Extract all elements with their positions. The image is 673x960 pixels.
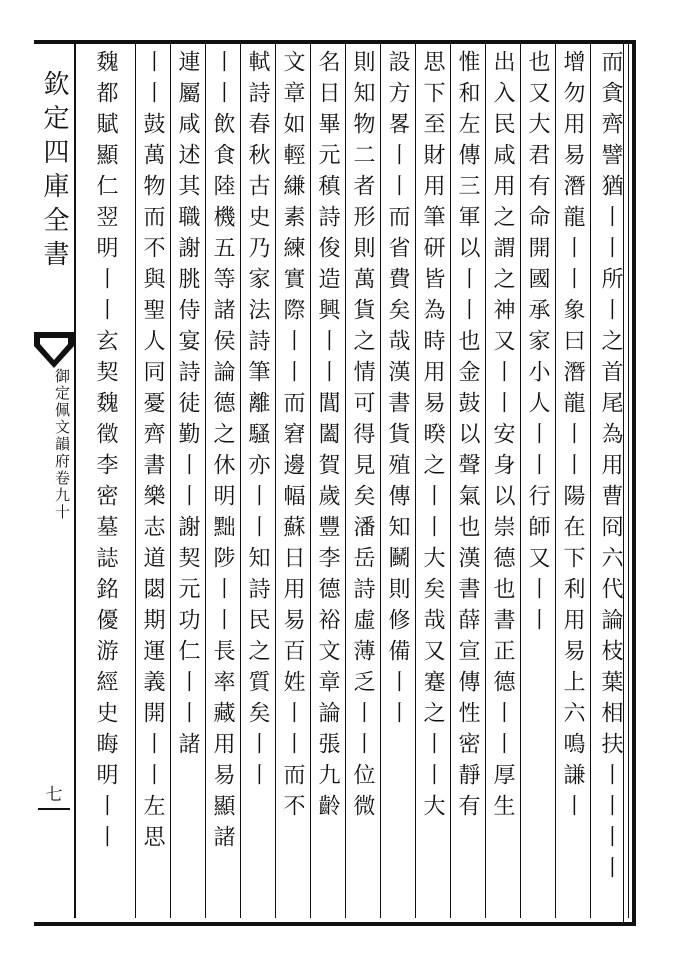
column-text: 而貪齊譬猶丨丨所丨之首尾為用曹冏六代論枝葉相扶丨丨丨丨 xyxy=(598,50,623,887)
column-text: 增勿用易潛龍丨丨象曰潛龍丨丨陽在下利用易上六鳴謙丨 xyxy=(560,50,585,825)
column-text: 軾詩春秋古史乃家法詩筆離騷亦丨丨知詩民之質矣丨丨 xyxy=(245,50,270,794)
column-text: 文章如輕縑素練實際丨丨而窘邊幅蘇日用易百姓丨丨而不 xyxy=(280,50,305,825)
column-text: 出入民咸用之謂之神又丨丨安身以崇德也書正德丨丨厚生 xyxy=(490,50,515,825)
fishtail-mark-icon xyxy=(34,332,74,368)
book-title: 欽定四庫全書 xyxy=(39,70,69,274)
text-column xyxy=(415,44,451,918)
text-column xyxy=(275,44,311,918)
text-column xyxy=(345,44,381,918)
column-text: 丨丨飲食陸機五等諸侯論德之休明黜陟丨丨長率藏用易顯諸 xyxy=(210,50,235,856)
text-column xyxy=(520,44,556,918)
text-column xyxy=(310,44,346,918)
book-subtitle: 御定佩文韻府卷九十 xyxy=(53,368,71,521)
text-column xyxy=(76,44,136,918)
column-text: 連屬咸述其職謝朓侍宴詩徒勤丨丨謝契元功仁丨丨諸 xyxy=(175,50,200,763)
column-text: 也又大君有命開國承家小人丨丨行師又丨丨 xyxy=(525,50,550,639)
text-column xyxy=(240,44,276,918)
text-column xyxy=(380,44,416,918)
folio-rule xyxy=(38,808,70,810)
column-text: 則知物二者形則萬貨之情可得見矣潘岳詩虛薄乏丨丨位微 xyxy=(350,50,375,825)
text-column xyxy=(590,44,629,918)
column-text: 思下至財用筆研皆為時用易暌之丨丨大矣哉又蹇之丨丨大 xyxy=(420,50,445,825)
column-text: 名日畢元稹詩俊造興丨丨閶闔賀歲豐李德裕文章論張九齡 xyxy=(315,50,340,825)
text-column xyxy=(555,44,591,918)
text-column xyxy=(170,44,206,918)
column-text: 丨丨鼓萬物而不與聖人同憂齊書樂志道閟期運義開丨丨左思 xyxy=(140,50,165,856)
column-text: 設方畧丨丨而省費矣哉漢書貨殖傳知鬭則修備丨丨 xyxy=(385,50,410,732)
page-margin xyxy=(34,44,76,918)
folio-number: 七 xyxy=(45,785,63,805)
text-column xyxy=(450,44,486,918)
column-text: 魏都賦顯仁翌明丨丨玄契魏徵李密墓誌銘優游經史晦明丨丨 xyxy=(93,50,118,856)
column-text: 惟和左傳三軍以丨丨也金鼓以聲氣也漢書薛宣傳性密靜有 xyxy=(455,50,480,825)
text-column xyxy=(205,44,241,918)
text-column xyxy=(135,44,171,918)
text-column xyxy=(485,44,521,918)
